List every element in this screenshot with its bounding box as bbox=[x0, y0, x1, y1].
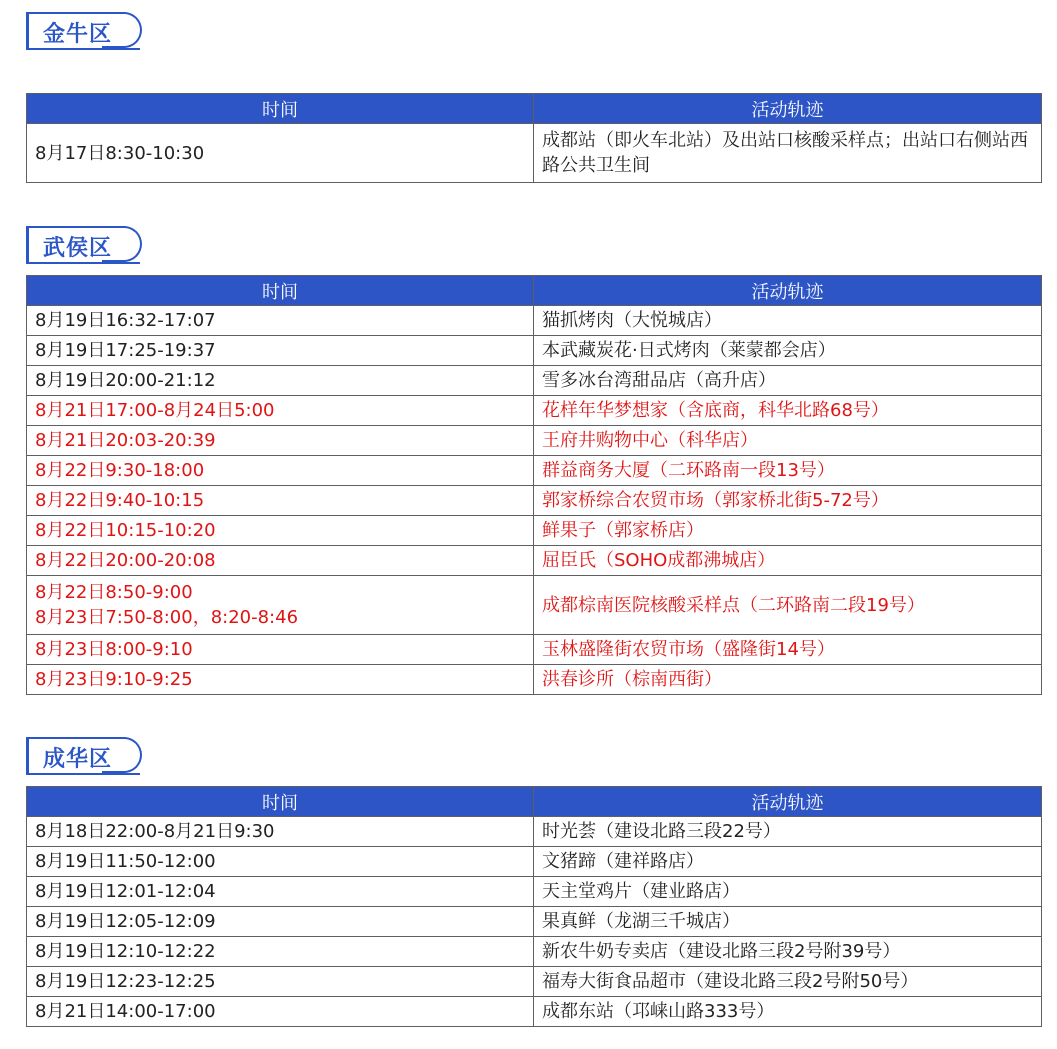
table-row bbox=[27, 516, 1042, 546]
cell-time: 8月19日12:05-12:09 bbox=[27, 907, 534, 937]
section-title: 武侯区 bbox=[43, 236, 113, 261]
cell-time: 8月18日22:00-8月21日9:30 bbox=[27, 817, 534, 847]
table-row bbox=[27, 937, 1042, 967]
table-row bbox=[27, 665, 1042, 695]
table-row bbox=[27, 817, 1042, 847]
cell-place: 天主堂鸡片（建业路店） bbox=[534, 877, 1042, 907]
cell-time: 8月19日17:25-19:37 bbox=[27, 336, 534, 366]
table-row bbox=[27, 635, 1042, 665]
table-header-row bbox=[27, 787, 1042, 817]
cell-place: 成都棕南医院核酸采样点（二环路南二段19号） bbox=[534, 576, 1042, 635]
table-row bbox=[27, 847, 1042, 877]
cell-place: 鲜果子（郭家桥店） bbox=[534, 516, 1042, 546]
cell-place: 果真鲜（龙湖三千城店） bbox=[534, 907, 1042, 937]
table-row bbox=[27, 426, 1042, 456]
cell-place: 成都东站（邛崃山路333号） bbox=[534, 997, 1042, 1027]
table-row bbox=[27, 997, 1042, 1027]
cell-place: 群益商务大厦（二环路南一段13号） bbox=[534, 456, 1042, 486]
table-row bbox=[27, 366, 1042, 396]
cell-time: 8月19日12:01-12:04 bbox=[27, 877, 534, 907]
cell-time: 8月17日8:30-10:30 bbox=[27, 124, 534, 183]
cell-time: 8月22日20:00-20:08 bbox=[27, 546, 534, 576]
cell-time: 8月23日8:00-9:10 bbox=[27, 635, 534, 665]
cell-time: 8月19日16:32-17:07 bbox=[27, 306, 534, 336]
table-row bbox=[27, 306, 1042, 336]
cell-place: 猫抓烤肉（大悦城店） bbox=[534, 306, 1042, 336]
cell-time: 8月22日9:30-18:00 bbox=[27, 456, 534, 486]
section-title-tag bbox=[26, 12, 140, 50]
table-row bbox=[27, 967, 1042, 997]
track-table bbox=[26, 93, 1042, 183]
table-row bbox=[27, 907, 1042, 937]
cell-time: 8月22日9:40-10:15 bbox=[27, 486, 534, 516]
cell-place: 福寿大街食品超市（建设北路三段2号附50号） bbox=[534, 967, 1042, 997]
header-time: 时间 bbox=[27, 276, 534, 306]
cell-time: 8月19日20:00-21:12 bbox=[27, 366, 534, 396]
table-header-row bbox=[27, 94, 1042, 124]
cell-place: 王府井购物中心（科华店） bbox=[534, 426, 1042, 456]
cell-time: 8月22日10:15-10:20 bbox=[27, 516, 534, 546]
cell-place: 玉林盛隆街农贸市场（盛隆街14号） bbox=[534, 635, 1042, 665]
cell-place: 雪多冰台湾甜品店（高升店） bbox=[534, 366, 1042, 396]
table-header-row bbox=[27, 276, 1042, 306]
track-table bbox=[26, 275, 1042, 695]
section-title-tag bbox=[26, 737, 140, 775]
cell-place: 郭家桥综合农贸市场（郭家桥北街5-72号） bbox=[534, 486, 1042, 516]
cell-time: 8月21日17:00-8月24日5:00 bbox=[27, 396, 534, 426]
cell-time: 8月19日12:10-12:22 bbox=[27, 937, 534, 967]
table-row bbox=[27, 546, 1042, 576]
cell-time-line: 8月23日7:50-8:00，8:20-8:46 bbox=[35, 607, 299, 628]
table-row bbox=[27, 456, 1042, 486]
cell-place: 文猪蹄（建祥路店） bbox=[534, 847, 1042, 877]
cell-time-line: 8月22日8:50-9:00 bbox=[35, 582, 193, 603]
table-row bbox=[27, 336, 1042, 366]
section-title-tag bbox=[26, 226, 140, 264]
section-wuhou bbox=[26, 226, 1041, 690]
section-title: 成华区 bbox=[43, 747, 113, 772]
section-title: 金牛区 bbox=[43, 22, 113, 47]
cell-time bbox=[27, 576, 534, 635]
table-row bbox=[27, 486, 1042, 516]
header-track: 活动轨迹 bbox=[534, 787, 1042, 817]
table-row bbox=[27, 576, 1042, 635]
cell-place: 时光荟（建设北路三段22号） bbox=[534, 817, 1042, 847]
table-row bbox=[27, 124, 1042, 183]
cell-time: 8月19日11:50-12:00 bbox=[27, 847, 534, 877]
table-row bbox=[27, 396, 1042, 426]
header-time: 时间 bbox=[27, 94, 534, 124]
cell-time: 8月23日9:10-9:25 bbox=[27, 665, 534, 695]
cell-time: 8月21日20:03-20:39 bbox=[27, 426, 534, 456]
section-chenghua bbox=[26, 737, 1041, 1022]
cell-place: 成都站（即火车北站）及出站口核酸采样点；出站口右侧站西路公共卫生间 bbox=[534, 124, 1042, 183]
cell-place: 本武藏炭花·日式烤肉（莱蒙都会店） bbox=[534, 336, 1042, 366]
cell-place: 新农牛奶专卖店（建设北路三段2号附39号） bbox=[534, 937, 1042, 967]
cell-place: 花样年华梦想家（含底商，科华北路68号） bbox=[534, 396, 1042, 426]
cell-time: 8月19日12:23-12:25 bbox=[27, 967, 534, 997]
table-row bbox=[27, 877, 1042, 907]
track-table bbox=[26, 786, 1042, 1027]
cell-place: 屈臣氏（SOHO成都沸城店） bbox=[534, 546, 1042, 576]
header-track: 活动轨迹 bbox=[534, 276, 1042, 306]
cell-place: 洪春诊所（棕南西街） bbox=[534, 665, 1042, 695]
header-time: 时间 bbox=[27, 787, 534, 817]
cell-time: 8月21日14:00-17:00 bbox=[27, 997, 534, 1027]
header-track: 活动轨迹 bbox=[534, 94, 1042, 124]
section-jinniu bbox=[26, 12, 1041, 176]
